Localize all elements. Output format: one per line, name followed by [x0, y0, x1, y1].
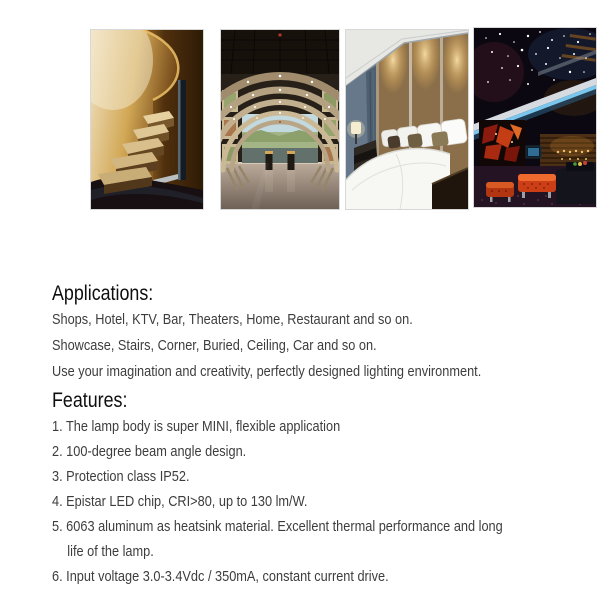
stairs-photo-illustration [91, 30, 203, 209]
arches-photo-illustration [221, 30, 339, 209]
ktv-photo-illustration [474, 28, 596, 207]
feature-item-continuation: life of the lamp. [67, 543, 154, 560]
photo-gallery [0, 0, 600, 200]
applications-line: Showcase, Stairs, Corner, Buried, Ceiling, Car and so on. [52, 337, 377, 354]
applications-line: Use your imagination and creativity, perfectly designed lighting environment. [52, 363, 482, 380]
feature-item: 1. The lamp body is super MINI, flexible application [52, 418, 341, 435]
feature-item: 6. Input voltage 3.0-3.4Vdc / 350mA, constant current drive. [52, 568, 389, 585]
feature-item: 4. Epistar LED chip, CRI>80, up to 130 lm/W. [52, 493, 308, 510]
photo-exhibition-arches-lighting [220, 29, 340, 210]
bedside-lamp [351, 122, 361, 134]
photo-ktv-club-lighting [473, 27, 597, 208]
applications-heading: Applications: [52, 282, 154, 305]
bedroom-photo-illustration [346, 30, 468, 209]
feature-item: 3. Protection class IP52. [52, 468, 190, 485]
feature-item: 5. 6063 aluminum as heatsink material. Excellent thermal performance and long [52, 518, 503, 535]
feature-item: 2. 100-degree beam angle design. [52, 443, 247, 460]
features-heading: Features: [52, 389, 128, 412]
applications-line: Shops, Hotel, KTV, Bar, Theaters, Home, Restaurant and so on. [52, 311, 413, 328]
photo-hotel-bedroom-lighting [345, 29, 469, 210]
description-text-block [52, 281, 599, 589]
photo-stairs-lighting [90, 29, 204, 210]
